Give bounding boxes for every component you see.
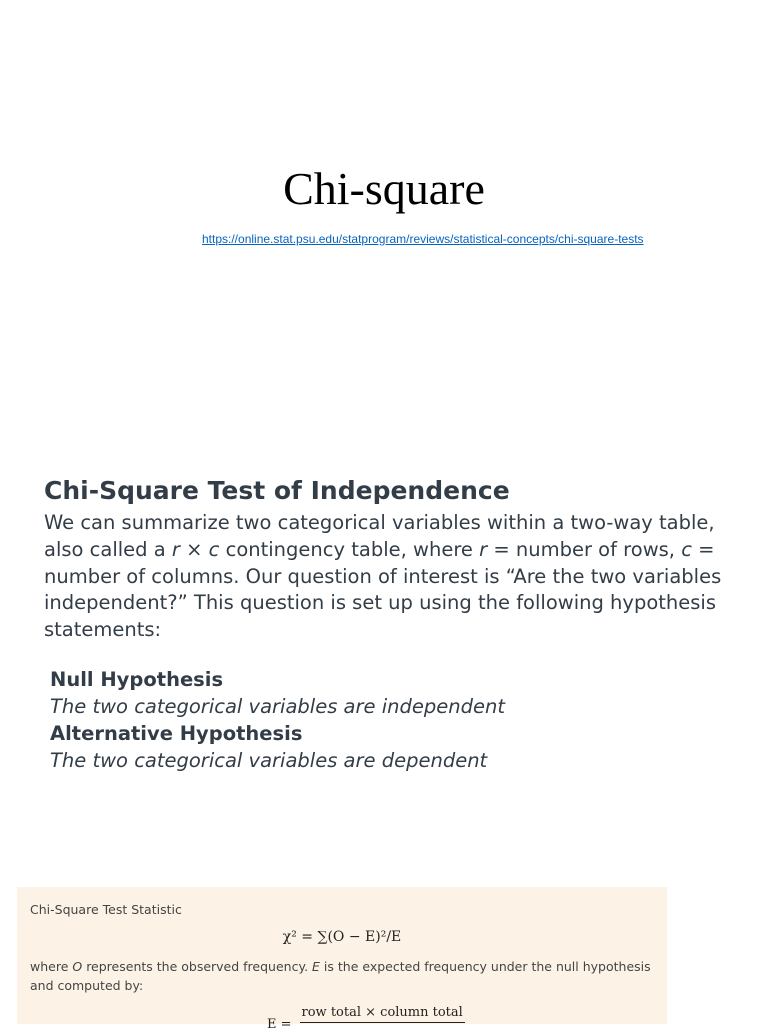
test-statistic-box <box>17 887 667 1032</box>
variable-r: r <box>479 537 488 561</box>
alternative-hypothesis-label: Alternative Hypothesis <box>50 722 303 745</box>
variable-o: O <box>72 959 83 974</box>
null-hypothesis-label: Null Hypothesis <box>50 668 224 691</box>
test-statistic-description <box>30 958 660 995</box>
intro-text: We can summarize two categorical variables within a two-way table, also called a <box>44 511 715 561</box>
intro-paragraph <box>44 510 744 640</box>
slide-title: Chi-square <box>283 163 485 214</box>
variable-e: E <box>312 959 320 974</box>
formula-lhs: E = <box>267 1017 292 1032</box>
intro-text: = number of columns. Our question of interest is “Are the two variables independent?” This question is set up using the following hypothesis statements: <box>44 537 722 642</box>
test-statistic-title: Chi-Square Test Statistic <box>30 902 182 917</box>
description-text: is the expected frequency under the null hypothesis and computed by: <box>30 959 651 993</box>
formula-numerator: row total × column total <box>300 1005 465 1023</box>
expected-frequency-formula <box>267 1005 465 1032</box>
section-heading: Chi-Square Test of Independence <box>44 476 510 505</box>
intro-text: contingency table, where <box>219 537 480 561</box>
hypotheses-block <box>50 666 505 774</box>
times-sign: × <box>179 537 209 561</box>
chi-square-formula: χ² = ∑(O − E)²/E <box>282 929 402 945</box>
source-link[interactable]: https://online.stat.psu.edu/statprogram/reviews/statistical-concepts/chi-square-tests <box>202 232 644 246</box>
formula-fraction <box>300 1005 465 1023</box>
variable-c: c <box>681 537 692 561</box>
intro-text: = number of rows, <box>487 537 682 561</box>
null-hypothesis-text: The two categorical variables are independent <box>50 695 505 718</box>
description-text: represents the observed frequency. <box>82 959 313 974</box>
description-text: where <box>30 959 73 974</box>
alternative-hypothesis-text: The two categorical variables are dependent <box>50 749 488 772</box>
variable-r: r <box>171 537 180 561</box>
variable-c: c <box>208 537 220 561</box>
